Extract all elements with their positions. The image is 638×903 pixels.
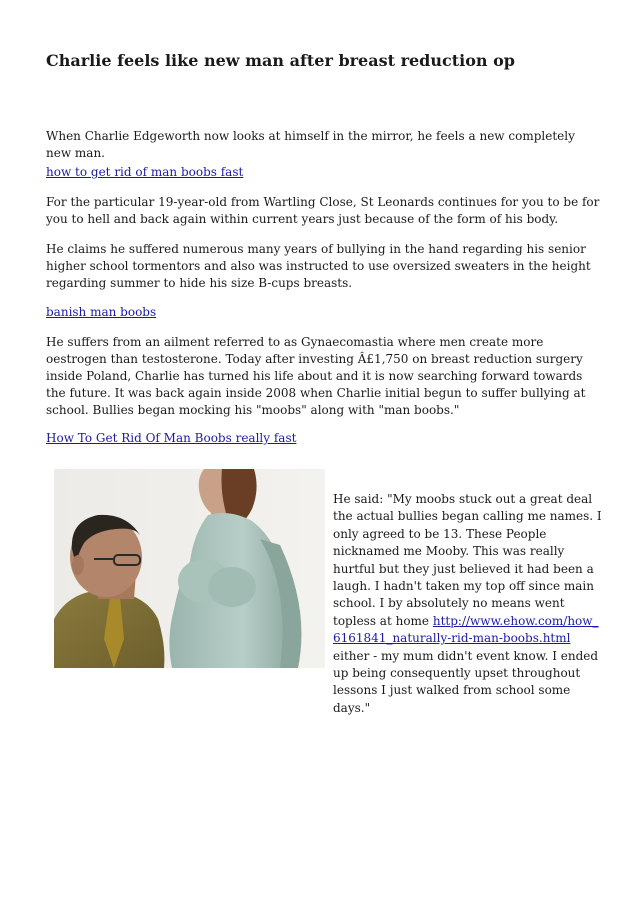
paragraph-2: For the particular 19-year-old from Wartling Close, St Leonards continues for you to be for you to hell and back again within current years just because of the form of his body. [46,195,600,226]
link-paragraph-1 [46,164,602,181]
ehow-link[interactable]: http://www.ehow.com/how_6161841_naturally-rid-man-boobs.html [333,613,599,646]
man-boobs-link-3[interactable]: How To Get Rid Of Man Boobs really fast [46,431,297,445]
quote-paragraph [333,491,605,717]
quote-text-before: He said: "My moobs stuck out a great deal the actual bullies began calling me names. I only agreed to be 13. These People nicknamed me Mooby. This was really hurtful but they just believed it had been a laugh. I hadn't taken my top off since main school. I by absolutely no means went topless at home [333,492,602,628]
article-photo [54,469,325,668]
banish-man-boobs-link[interactable]: banish man boobs [46,305,157,319]
link-paragraph-3 [46,430,602,447]
article-title: Charlie feels like new man after breast reduction op [46,51,515,70]
paragraph-3: He claims he suffered numerous many years of bullying in the hand regarding his senior higher school tormentors and also was instructed to use oversized sweaters in the height regarding summer to hide his size B-cups breasts. [46,242,591,290]
intro-paragraph: When Charlie Edgeworth now looks at himself in the mirror, he feels a new completely new man. [46,129,575,160]
man-boobs-link-1[interactable]: how to get rid of man boobs fast [46,165,244,179]
photo-illustration [54,469,325,668]
paragraph-4: He suffers from an ailment referred to as Gynaecomastia where men create more oestrogen than testosterone. Today after investing Â£1,750 on breast reduction surgery inside Poland, Charlie has turned his life about and it is now searching forward towards the future. It was back again inside 2008 when Charlie initial begun to suffer bullying at school. Bullies began mocking his "moobs" along with "man boobs." [46,335,586,417]
quote-text-after: either - my mum didn't event know. I ended up being consequently upset throughout lessons I just walked from school some days." [333,648,599,715]
link-paragraph-2 [46,304,602,321]
